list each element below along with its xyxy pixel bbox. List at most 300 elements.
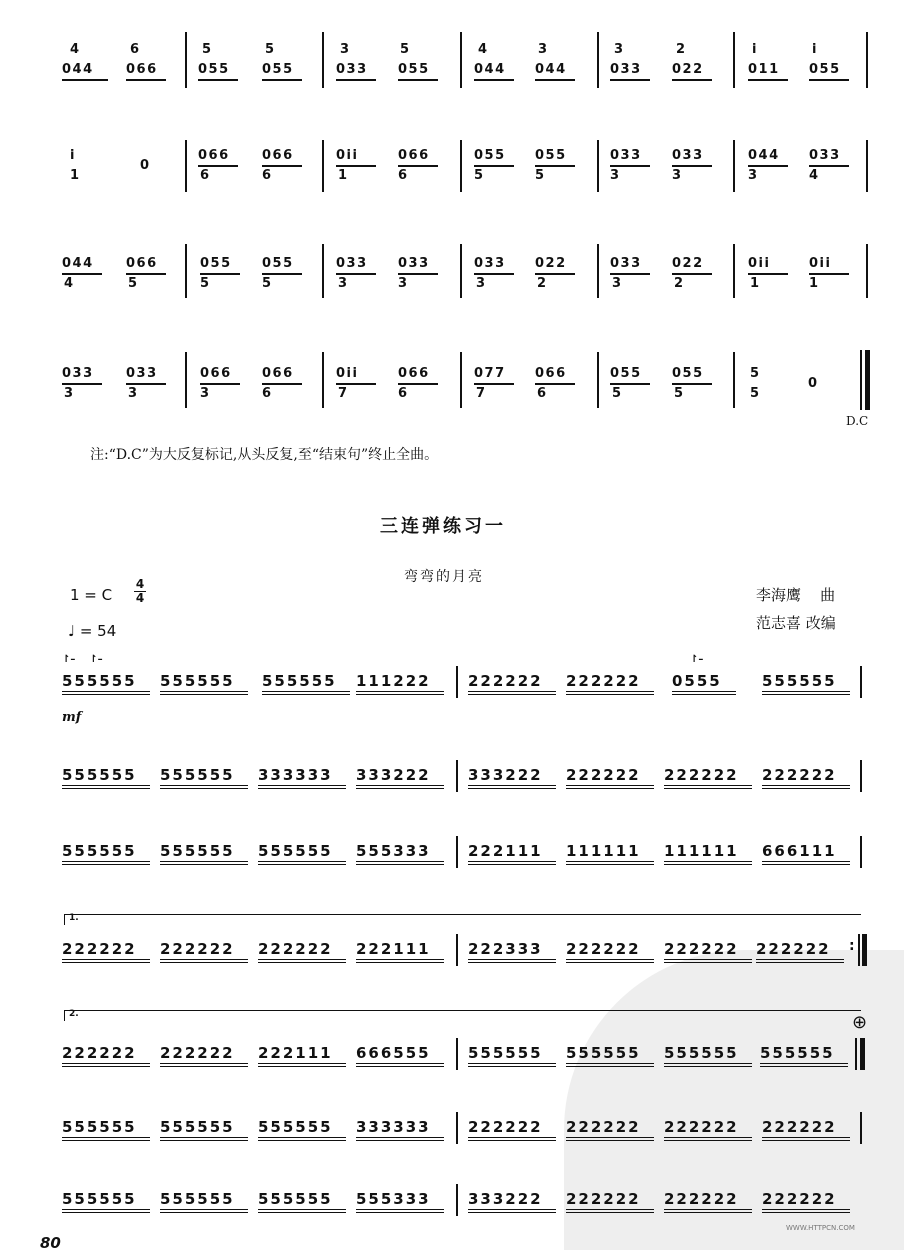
note-bottom: 5 (535, 168, 546, 183)
underline (62, 1066, 150, 1067)
note-group: 111111 (566, 842, 641, 860)
note-group: 555555 (762, 672, 837, 690)
note-bottom: 011 (748, 62, 780, 77)
underline (468, 1066, 556, 1067)
note-group: 333333 (258, 766, 333, 784)
repeat-barline-thick (862, 934, 867, 966)
note-bottom: 055 (809, 62, 841, 77)
note-group: 333222 (468, 766, 543, 784)
note-top: 4 (478, 42, 489, 57)
underline (760, 1063, 848, 1064)
note-top: 066 (398, 366, 430, 381)
underline (200, 383, 240, 385)
note-top: 055 (200, 256, 232, 271)
underline (762, 864, 850, 865)
underline (160, 694, 248, 695)
note-group: 555555 (258, 1190, 333, 1208)
underline (664, 785, 752, 786)
underline (258, 861, 346, 862)
note-bottom: 044 (62, 62, 94, 77)
note-bottom: 7 (476, 386, 487, 401)
underline (566, 1209, 654, 1210)
underline (262, 694, 350, 695)
repeat-dots: : (849, 938, 855, 954)
underline (762, 785, 850, 786)
underline (762, 788, 850, 789)
barline (733, 352, 735, 408)
underline (760, 1066, 848, 1067)
barline (860, 1112, 862, 1144)
note-top: 066 (398, 148, 430, 163)
rest: 0 (808, 376, 819, 391)
barline (456, 1112, 458, 1144)
note-bottom: 3 (610, 168, 621, 183)
note-bottom: 6 (262, 168, 273, 183)
underline (664, 788, 752, 789)
key-signature: 1 = C (70, 586, 113, 604)
note-group: 222222 (664, 1118, 739, 1136)
final-barline-thick (865, 350, 870, 410)
volta-1-label: 1. (69, 913, 79, 923)
note-bottom: 033 (336, 62, 368, 77)
underline (62, 273, 102, 275)
note-group: 555333 (356, 842, 431, 860)
barline (185, 244, 187, 298)
underline (62, 788, 150, 789)
barline (866, 140, 868, 192)
note-group: 555555 (62, 1190, 137, 1208)
note-bottom: 5 (474, 168, 485, 183)
underline (610, 273, 650, 275)
note-top: 022 (672, 256, 704, 271)
note-bottom: 044 (535, 62, 567, 77)
note-bottom: 3 (672, 168, 683, 183)
underline (748, 273, 788, 275)
underline (200, 273, 240, 275)
note-group: 666111 (762, 842, 837, 860)
underline (356, 1066, 444, 1067)
underline (356, 785, 444, 786)
rest: 0 (140, 158, 151, 173)
underline (566, 861, 654, 862)
underline (610, 79, 650, 81)
note-group: 222111 (258, 1044, 333, 1062)
slur-mark: ↾– ↾– (62, 654, 103, 665)
underline (809, 273, 849, 275)
note-group: 333222 (356, 766, 431, 784)
arranger: 范志喜 改编 (756, 614, 836, 632)
underline (262, 273, 302, 275)
underline (664, 1212, 752, 1213)
underline (356, 691, 444, 692)
note-bottom: 3 (200, 386, 211, 401)
note-group: 555555 (160, 766, 235, 784)
note-group: 222222 (566, 1118, 641, 1136)
barline (597, 32, 599, 88)
note-group: 222333 (468, 940, 543, 958)
note-bottom: 4 (64, 276, 75, 291)
note-bottom: 5 (262, 276, 273, 291)
note-top: i (812, 42, 818, 57)
underline (566, 788, 654, 789)
note-top: 066 (535, 366, 567, 381)
underline (468, 1063, 556, 1064)
note-bottom: 3 (398, 276, 409, 291)
underline (258, 1066, 346, 1067)
dc-note: 注:“D.C”为大反复标记,从头反复,至“结束句”终止全曲。 (90, 447, 439, 463)
note-bottom: 7 (338, 386, 349, 401)
note-top: 044 (748, 148, 780, 163)
barline (860, 760, 862, 792)
underline (160, 1209, 248, 1210)
barline (733, 140, 735, 192)
note-group: 222222 (762, 766, 837, 784)
underline (160, 788, 248, 789)
note-top: 0ii (809, 256, 832, 271)
note-bottom: 2 (537, 276, 548, 291)
underline (566, 1063, 654, 1064)
note-bottom: 5 (200, 276, 211, 291)
barline (456, 1038, 458, 1070)
underline (258, 864, 346, 865)
underline (566, 785, 654, 786)
watermark-url: WWW.HTTPCN.COM (786, 1224, 855, 1232)
underline (62, 959, 150, 960)
underline (468, 959, 556, 960)
underline (62, 383, 102, 385)
underline (198, 165, 238, 167)
note-bottom: 6 (200, 168, 211, 183)
barline (733, 32, 735, 88)
note-group: 555555 (468, 1044, 543, 1062)
underline (809, 165, 849, 167)
slur-mark: ↾– (690, 654, 704, 665)
note-top: 055 (535, 148, 567, 163)
underline (566, 962, 654, 963)
note-group: 555555 (62, 672, 137, 690)
underline (809, 79, 849, 81)
note-top: 3 (340, 42, 351, 57)
note-group: 222222 (566, 1190, 641, 1208)
underline (474, 165, 514, 167)
underline (160, 864, 248, 865)
underline (356, 1137, 444, 1138)
underline (258, 1212, 346, 1213)
note-top: 033 (474, 256, 506, 271)
note-top: 077 (474, 366, 506, 381)
note-group: 333222 (468, 1190, 543, 1208)
dc-mark: D.C (846, 414, 869, 428)
underline (62, 691, 150, 692)
note-group: 222222 (468, 672, 543, 690)
note-top: 033 (398, 256, 430, 271)
underline (474, 273, 514, 275)
note-group: 555555 (62, 766, 137, 784)
underline (468, 691, 556, 692)
underline (664, 1066, 752, 1067)
underline (160, 962, 248, 963)
underline (398, 79, 438, 81)
note-top: 066 (198, 148, 230, 163)
barline (322, 140, 324, 192)
page-number: 80 (40, 1234, 61, 1252)
underline (610, 383, 650, 385)
barline (456, 836, 458, 868)
note-top: 0ii (336, 148, 359, 163)
underline (356, 788, 444, 789)
underline (62, 861, 150, 862)
underline (356, 1140, 444, 1141)
underline (468, 1140, 556, 1141)
note-group: 222222 (756, 940, 831, 958)
underline (356, 1209, 444, 1210)
underline (62, 1209, 150, 1210)
underline (126, 383, 166, 385)
underline (160, 1140, 248, 1141)
note-group: 333333 (356, 1118, 431, 1136)
note-bottom: 6 (537, 386, 548, 401)
note-group: 111222 (356, 672, 431, 690)
underline (262, 383, 302, 385)
note-group: 222222 (160, 940, 235, 958)
note-group: 222222 (664, 766, 739, 784)
underline (258, 1063, 346, 1064)
underline (258, 962, 346, 963)
underline (474, 383, 514, 385)
note-group: 555555 (258, 1118, 333, 1136)
underline (748, 165, 788, 167)
note-group: 555555 (160, 842, 235, 860)
note-group: 555555 (62, 1118, 137, 1136)
note-bottom: 6 (398, 386, 409, 401)
barline (460, 244, 462, 298)
underline (672, 165, 712, 167)
underline (62, 1212, 150, 1213)
note-bottom: 1 (338, 168, 349, 183)
note-top: 055 (262, 256, 294, 271)
note-group: 555555 (566, 1044, 641, 1062)
note-group: 111111 (664, 842, 739, 860)
barline (860, 666, 862, 698)
underline (566, 1066, 654, 1067)
note-group: 222222 (468, 1118, 543, 1136)
barline (460, 352, 462, 408)
underline (258, 959, 346, 960)
volta-bracket-2 (64, 1010, 861, 1021)
underline (160, 1137, 248, 1138)
underline (126, 273, 166, 275)
barline (322, 244, 324, 298)
barline (456, 760, 458, 792)
note-top: 044 (62, 256, 94, 271)
note-bottom: 2 (674, 276, 685, 291)
note-top: 5 (202, 42, 213, 57)
note-top: 4 (70, 42, 81, 57)
underline (62, 785, 150, 786)
barline (185, 140, 187, 192)
note-top: 033 (672, 148, 704, 163)
note-bottom: 033 (610, 62, 642, 77)
barline (460, 32, 462, 88)
underline (356, 861, 444, 862)
underline (356, 694, 444, 695)
note-top: 033 (126, 366, 158, 381)
underline (356, 962, 444, 963)
note-bottom: 6 (398, 168, 409, 183)
underline (566, 1212, 654, 1213)
note-group: 222222 (664, 940, 739, 958)
underline (672, 694, 736, 695)
underline (566, 1137, 654, 1138)
double-barline-thin (855, 1038, 857, 1070)
note-bottom: 044 (474, 62, 506, 77)
underline (474, 79, 514, 81)
underline (748, 79, 788, 81)
note-top: 0ii (336, 366, 359, 381)
underline (160, 785, 248, 786)
note-top: 055 (672, 366, 704, 381)
note-bottom: 1 (750, 276, 761, 291)
note-top: 033 (610, 148, 642, 163)
note-group: 555555 (262, 672, 337, 690)
note-top: 055 (474, 148, 506, 163)
note-group: 555555 (62, 842, 137, 860)
underline (356, 1212, 444, 1213)
underline (62, 1137, 150, 1138)
note-top: 2 (676, 42, 687, 57)
barline (866, 244, 868, 298)
underline (468, 1212, 556, 1213)
note-group: 555333 (356, 1190, 431, 1208)
note-group: 222222 (762, 1118, 837, 1136)
underline (160, 691, 248, 692)
underline (672, 383, 712, 385)
note-group: 555555 (760, 1044, 835, 1062)
underline (160, 1066, 248, 1067)
note-top: 066 (200, 366, 232, 381)
underline (468, 694, 556, 695)
underline (664, 864, 752, 865)
barline (185, 352, 187, 408)
note-bottom: 066 (126, 62, 158, 77)
underline (398, 165, 438, 167)
underline (672, 273, 712, 275)
underline (62, 1063, 150, 1064)
underline (762, 1140, 850, 1141)
underline (664, 1137, 752, 1138)
underline (160, 959, 248, 960)
note-top: 055 (610, 366, 642, 381)
underline (258, 788, 346, 789)
underline (258, 1209, 346, 1210)
note-bottom: 055 (198, 62, 230, 77)
note-group: 222222 (664, 1190, 739, 1208)
note-group: 0555 (672, 672, 722, 690)
note-group: 222222 (762, 1190, 837, 1208)
underline (535, 383, 575, 385)
note-top: 066 (126, 256, 158, 271)
underline (356, 1063, 444, 1064)
barline (322, 352, 324, 408)
underline (468, 1209, 556, 1210)
underline (262, 691, 350, 692)
underline (664, 959, 752, 960)
underline (336, 273, 376, 275)
underline (566, 959, 654, 960)
underline (468, 861, 556, 862)
underline (762, 1209, 850, 1210)
volta-2-label: 2. (69, 1009, 79, 1019)
barline (456, 934, 458, 966)
underline (756, 959, 844, 960)
underline (672, 79, 712, 81)
underline (664, 861, 752, 862)
underline (762, 691, 850, 692)
repeat-barline-thin (858, 934, 860, 966)
underline (198, 79, 238, 81)
underline (762, 694, 850, 695)
note-top: 3 (614, 42, 625, 57)
note-bottom: 3 (338, 276, 349, 291)
barline (597, 244, 599, 298)
volta-bracket-1 (64, 914, 861, 925)
underline (566, 864, 654, 865)
note-top: 033 (809, 148, 841, 163)
note-bottom: 3 (128, 386, 139, 401)
underline (160, 1063, 248, 1064)
underline (356, 864, 444, 865)
note-group: 555555 (160, 1190, 235, 1208)
underline (664, 962, 752, 963)
underline (62, 694, 150, 695)
underline (566, 1140, 654, 1141)
time-signature (134, 578, 146, 605)
underline (535, 165, 575, 167)
double-barline-thick (860, 1038, 865, 1070)
note-top: 6 (130, 42, 141, 57)
note-bottom: 1 (70, 168, 81, 183)
exercise-title: 三连弹练习一 (380, 516, 506, 537)
underline (664, 1063, 752, 1064)
final-barline-thin (860, 350, 862, 410)
note-top: 033 (336, 256, 368, 271)
note-group: 555555 (160, 672, 235, 690)
note-top: i (752, 42, 758, 57)
underline (398, 273, 438, 275)
underline (262, 79, 302, 81)
note-group: 555555 (160, 1118, 235, 1136)
underline (756, 962, 844, 963)
barline (866, 32, 868, 88)
note-bottom: 055 (398, 62, 430, 77)
underline (672, 691, 736, 692)
underline (468, 1137, 556, 1138)
barline (322, 32, 324, 88)
note-group: 555555 (664, 1044, 739, 1062)
barline (456, 666, 458, 698)
underline (762, 1137, 850, 1138)
note-bottom: 5 (750, 386, 761, 401)
note-top: 5 (265, 42, 276, 57)
underline (762, 1212, 850, 1213)
tempo-marking: ♩ = 54 (68, 622, 117, 640)
underline (62, 79, 108, 81)
barline (597, 140, 599, 192)
barline (597, 352, 599, 408)
note-bottom: 5 (612, 386, 623, 401)
underline (398, 383, 438, 385)
note-bottom: 3 (612, 276, 623, 291)
